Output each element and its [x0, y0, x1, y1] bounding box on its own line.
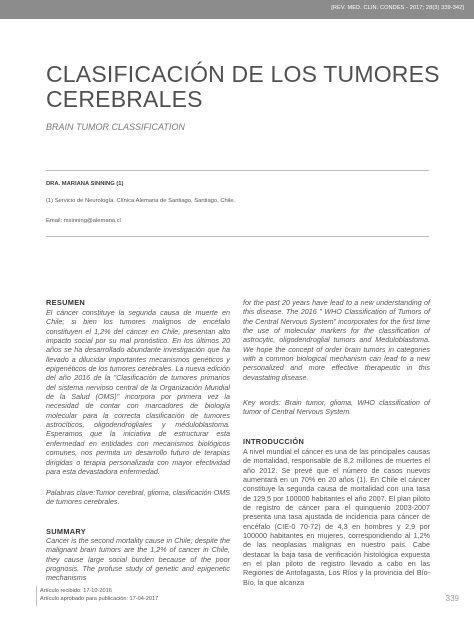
approved-date: Artículo aprobado para publicación: 17-04-2017: [40, 596, 159, 602]
introduccion-text: A nivel mundial el cáncer es una de las principales causas de mortalidad, responsable de 8,2 millones de muertes el año 2012. Se prevé que el número de casos nuevos aumentará en un 70% en 20 años (1). En Chile el cáncer constituye la segunda causa de mortalidad con una tasa de 129,5 por 100000 habitantes el año 2007. El plan piloto de registro de cáncer para el quinquenio 2003-2007 presenta una tasa ajustada de incidencia para cáncer de encéfalo (CIE-0 70-72) de 4,3 en hombres y 2,9 por 100000 habitantes en mujeres, correspondiendo al 1,2% de las neoplasias malignas en nuestro país. Cabe destacar la baja tasa de verificación histológica expuesta en el plan piloto de registro llevado a cabo en las Regiones de Antofagasta, Los Ríos y la provincia del Bío-Bío, la que alcanza: [243, 447, 430, 587]
journal-header-bar: [0, 0, 474, 19]
article-title-line-1: CLASIFICACIÓN DE LOS TUMORES: [46, 61, 440, 87]
top-divider: [46, 170, 429, 171]
page-number: 339: [445, 594, 459, 603]
author-email: Email: msinning@alemana.cl: [46, 218, 121, 224]
author-name: DRA. MARIANA SINNING (1): [46, 181, 124, 187]
resumen-text: El cáncer constituye la segunda causa de muerte en Chile; si bien los tumores malignos de encéfalo constituyen el 1,2% del cáncer en Chile, presentan alto impacto social por su mal pronóstico. En los últimos 20 años se ha desarrollado abundante investigación que ha llevado a dilucidar importantes mecanismos genéticos y epigenéticos de los tumores cerebrales. La nueva edición del año 2016 de la "Clasificación de tumores primarios del sistema nervioso central de la Organización Mundial de la Salud (OMS)" incorpora por primera vez la necesidad de contar con marcadores de biología molecular para la correcta clasificación de tumores astrocíticos, oligodendrogliales y méduloblastoma. Esperamos que la iniciativa de estructurar esta enfermedad en entidades con mecanismos biológicos comunes, nos permita un desarrollo futuro de terapias dirigidas o terapia personalizada con mayor efectividad para esta devastadora enfermedad.: [46, 308, 230, 476]
resumen-heading: RESUMEN: [46, 298, 86, 307]
article-subtitle: BRAIN TUMOR CLASSIFICATION: [46, 122, 185, 132]
summary-text: Cancer is the second mortality cause in Chile; despite the malignant brain tumors are the 1,2% of cancer in Chile, they cause large social burden because of the poor prognosis. The profuse study of genetic and epigenetic mechanisms: [46, 536, 230, 583]
article-title-line-2: CEREBRALES: [46, 86, 203, 112]
summary-heading: SUMMARY: [46, 527, 87, 536]
footer-divider: [36, 586, 37, 606]
bottom-divider: [46, 236, 429, 237]
article-title: [46, 62, 446, 112]
journal-reference: [REV. MED. CLIN. CONDES - 2017; 28(3) 339-342]: [331, 5, 464, 11]
author-affiliation: (1) Servicio de Neurología. Clínica Alemana de Santiago. Santiago, Chile.: [46, 198, 236, 204]
summary-text-continued: for the past 20 years have lead to a new understanding of this disease. The 2016 " WHO Classification of Tumors of the Central Nervous System" incorporates for the first time the use of molecular markers for the classification of astrocytic, oligodendroglial tumors and Meduloblastoma. We hope the concept of order brain tumors in categories with a common biological mechanism can lead to a new personalized and more effective therapeutic in this devastating disease.: [243, 298, 430, 382]
received-date: Artículo recibido: 17-10-2016: [40, 588, 112, 594]
introduccion-heading: INTRODUCCIÓN: [243, 437, 305, 446]
resumen-keywords: Palabras clave:Tumor cerebral, glioma, clasificación OMS de tumores cerebrales.: [46, 488, 230, 507]
summary-keywords: Key words: Brain tumor, glioma, WHO classification of tumor of Central Nervous System.: [243, 398, 430, 417]
